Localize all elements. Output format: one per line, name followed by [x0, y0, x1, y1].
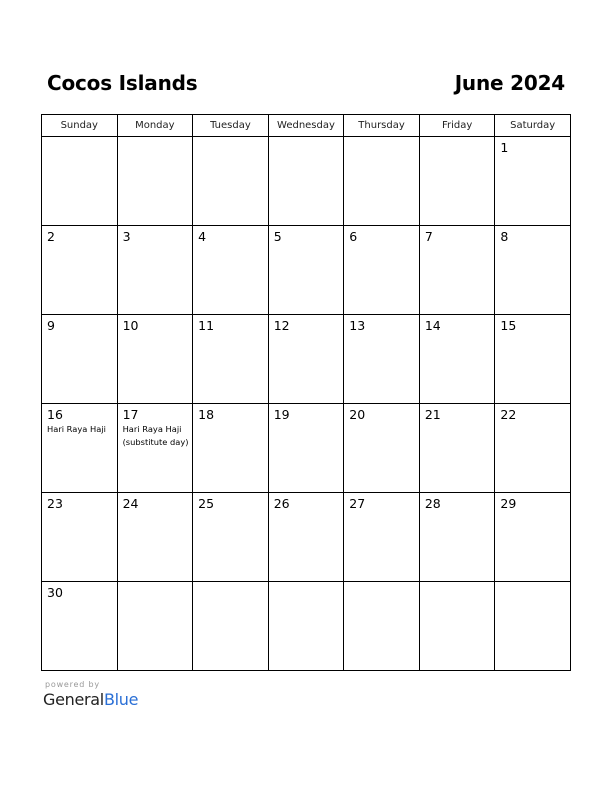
calendar-day-cell	[419, 404, 495, 493]
calendar-day-cell	[42, 493, 118, 582]
calendar-day-cell	[193, 226, 269, 315]
weekday-header: Monday	[117, 115, 193, 137]
calendar-day-cell	[42, 315, 118, 404]
calendar-day-cell	[495, 226, 571, 315]
day-number: 29	[500, 496, 517, 511]
generalblue-brand	[43, 680, 138, 709]
calendar-week-row	[42, 493, 571, 582]
logo-general-text: General	[43, 690, 104, 709]
day-number: 22	[500, 407, 517, 422]
day-number: 14	[424, 318, 441, 333]
day-number: 21	[424, 407, 441, 422]
day-number: 19	[273, 407, 290, 422]
day-number: 15	[500, 318, 517, 333]
calendar-day-cell	[193, 137, 269, 226]
day-number: 24	[122, 496, 139, 511]
day-number: 23	[47, 496, 63, 511]
day-number: 28	[424, 496, 441, 511]
logo-blue-text: Blue	[103, 690, 139, 709]
calendar-day-cell	[419, 582, 495, 671]
weekday-header: Wednesday	[268, 115, 344, 137]
calendar-day-cell	[344, 404, 420, 493]
day-number: 16	[47, 407, 63, 422]
calendar-day-cell	[193, 582, 269, 671]
day-number: 12	[273, 318, 290, 333]
weekday-header: Saturday	[495, 115, 571, 137]
calendar-day-cell	[495, 315, 571, 404]
weekday-header-row	[42, 115, 571, 137]
calendar-day-cell	[344, 315, 420, 404]
day-number: 27	[349, 496, 366, 511]
calendar-week-row	[42, 137, 571, 226]
day-number: 7	[424, 229, 433, 244]
calendar-region-title: Cocos Islands	[47, 71, 198, 95]
day-number: 5	[273, 229, 282, 244]
day-number: 20	[349, 407, 366, 422]
calendar-day-cell	[344, 137, 420, 226]
weekday-header: Friday	[419, 115, 495, 137]
calendar-day-cell	[268, 582, 344, 671]
day-number: 9	[47, 318, 55, 333]
calendar-day-cell	[117, 137, 193, 226]
holiday-event-label: Hari Raya Haji	[47, 424, 106, 434]
calendar-day-cell	[344, 226, 420, 315]
calendar-week-row	[42, 315, 571, 404]
calendar-day-cell	[42, 404, 118, 493]
calendar-day-cell	[193, 315, 269, 404]
day-number: 18	[198, 407, 215, 422]
calendar-day-cell	[495, 137, 571, 226]
day-number: 1	[500, 140, 509, 155]
day-number: 17	[122, 407, 139, 422]
generalblue-logo	[43, 690, 138, 709]
day-number: 3	[122, 229, 131, 244]
day-number: 10	[122, 318, 139, 333]
calendar-week-row	[42, 404, 571, 493]
weekday-header: Tuesday	[193, 115, 269, 137]
day-number: 13	[349, 318, 366, 333]
calendar-day-cell	[193, 493, 269, 582]
calendar-day-cell	[42, 137, 118, 226]
day-number: 30	[47, 585, 63, 600]
calendar-day-cell	[495, 493, 571, 582]
day-number: 11	[198, 318, 215, 333]
calendar-day-cell	[193, 404, 269, 493]
day-number: 26	[273, 496, 290, 511]
calendar-day-cell	[117, 315, 193, 404]
calendar-day-cell	[268, 404, 344, 493]
calendar-day-cell	[268, 137, 344, 226]
calendar-day-cell	[268, 226, 344, 315]
calendar-day-cell	[419, 315, 495, 404]
day-number: 4	[198, 229, 207, 244]
calendar-week-row	[42, 226, 571, 315]
calendar-day-cell	[268, 493, 344, 582]
calendar-month-title: June 2024	[454, 71, 565, 95]
day-number: 6	[349, 229, 358, 244]
calendar-day-cell	[344, 582, 420, 671]
calendar-day-cell	[495, 582, 571, 671]
calendar-day-cell	[42, 582, 118, 671]
calendar-grid	[41, 114, 571, 671]
calendar-day-cell	[117, 582, 193, 671]
calendar-day-cell	[419, 226, 495, 315]
calendar-day-cell	[117, 404, 193, 493]
weekday-header: Sunday	[42, 115, 118, 137]
calendar-day-cell	[268, 315, 344, 404]
day-number: 2	[47, 229, 55, 244]
calendar-day-cell	[419, 493, 495, 582]
calendar-day-cell	[42, 226, 118, 315]
day-number: 8	[500, 229, 509, 244]
calendar-day-cell	[419, 137, 495, 226]
calendar-day-cell	[344, 493, 420, 582]
powered-by-text: powered by	[45, 680, 100, 689]
holiday-event-label: Hari Raya Haji (substitute day)	[122, 424, 189, 447]
weekday-header: Thursday	[344, 115, 420, 137]
calendar-day-cell	[117, 226, 193, 315]
day-number: 25	[198, 496, 215, 511]
calendar-day-cell	[495, 404, 571, 493]
calendar-week-row	[42, 582, 571, 671]
calendar-day-cell	[117, 493, 193, 582]
